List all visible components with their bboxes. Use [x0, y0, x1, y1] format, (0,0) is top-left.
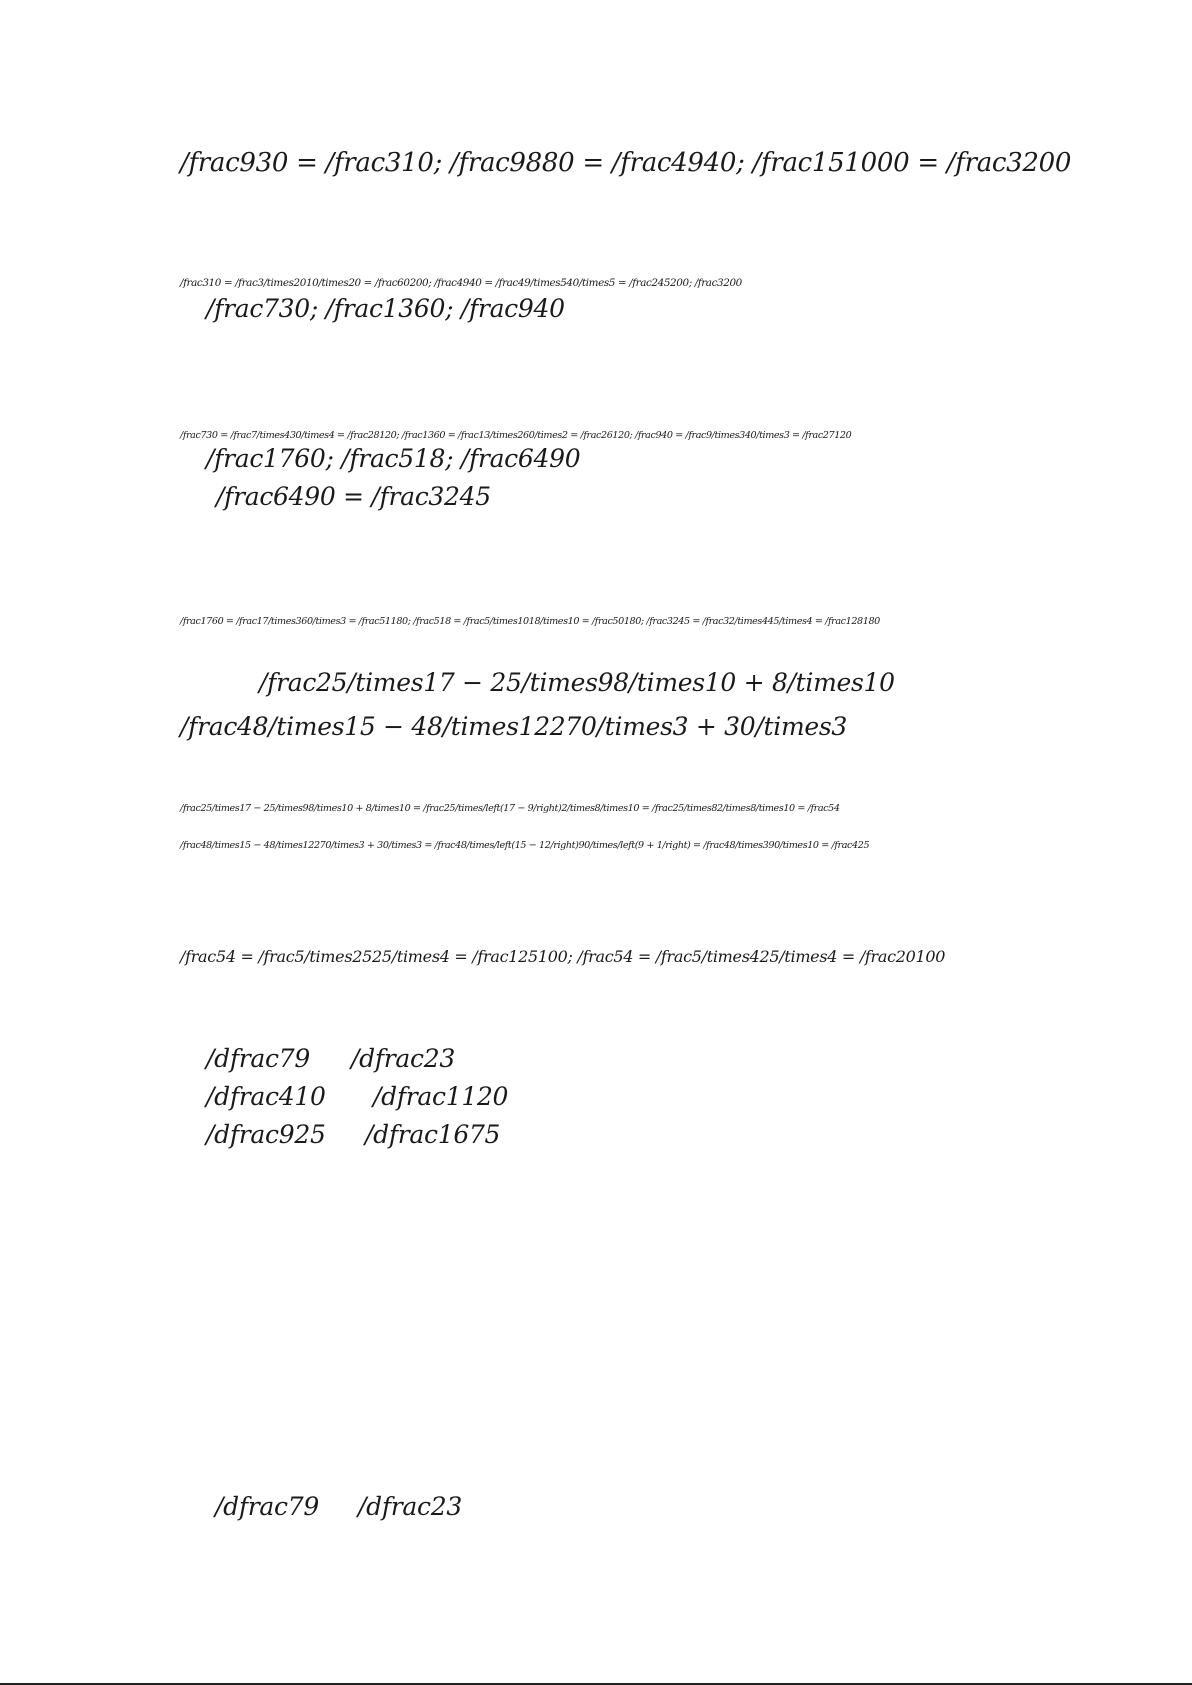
fraction-r2c2: /dfrac1120 [373, 1082, 509, 1111]
equation-line-5: /frac1760; /frac518; /frac6490 [206, 444, 581, 473]
fraction-r3c1: /dfrac925 [206, 1120, 326, 1149]
fraction-r2c1: /dfrac410 [206, 1082, 326, 1111]
fraction-r1c1: /dfrac79 [206, 1044, 310, 1073]
equation-line-3: /frac730; /frac1360; /frac940 [206, 294, 565, 323]
equation-line-12: /frac54 = /frac5/times2525/times4 = /frac125100; /frac54 = /frac5/times425/times4 = /frac20100 [180, 947, 946, 966]
equation-line-11: /frac48/times15 − 48/times12270/times3 + 30/times3 = /frac48/times/left(15 − 12/right)90/times/left(9 + 1/right) = /frac48/times390/times10 = /frac425 [180, 840, 870, 851]
equation-line-7: /frac1760 = /frac17/times360/times3 = /frac51180; /frac518 = /frac5/times1018/times10 = /frac50180; /frac3245 = /frac32/times445/times4 = /frac128180 [180, 616, 880, 627]
equation-line-9: /frac48/times15 − 48/times12270/times3 + 30/times3 [180, 712, 847, 741]
equation-line-8: /frac25/times17 − 25/times98/times10 + 8/times10 [259, 668, 895, 697]
equation-line-1: /frac930 = /frac310; /frac9880 = /frac4940; /frac151000 = /frac3200 [180, 148, 1072, 178]
equation-line-2: /frac310 = /frac3/times2010/times20 = /frac60200; /frac4940 = /frac49/times540/times5 = /frac245200; /frac3200 [180, 277, 742, 289]
fraction-r4c2: /dfrac23 [358, 1492, 462, 1521]
fraction-r4c1: /dfrac79 [215, 1492, 319, 1521]
equation-line-6: /frac6490 = /frac3245 [216, 482, 491, 511]
fraction-r1c2: /dfrac23 [351, 1044, 455, 1073]
equation-line-10: /frac25/times17 − 25/times98/times10 + 8/times10 = /frac25/times/left(17 − 9/right)2/times8/times10 = /frac25/times82/times8/times10 = /frac54 [180, 803, 840, 814]
fraction-r3c2: /dfrac1675 [365, 1120, 501, 1149]
equation-line-4: /frac730 = /frac7/times430/times4 = /frac28120; /frac1360 = /frac13/times260/times2 = /frac26120; /frac940 = /frac9/times340/times3 = /frac27120 [180, 430, 852, 441]
